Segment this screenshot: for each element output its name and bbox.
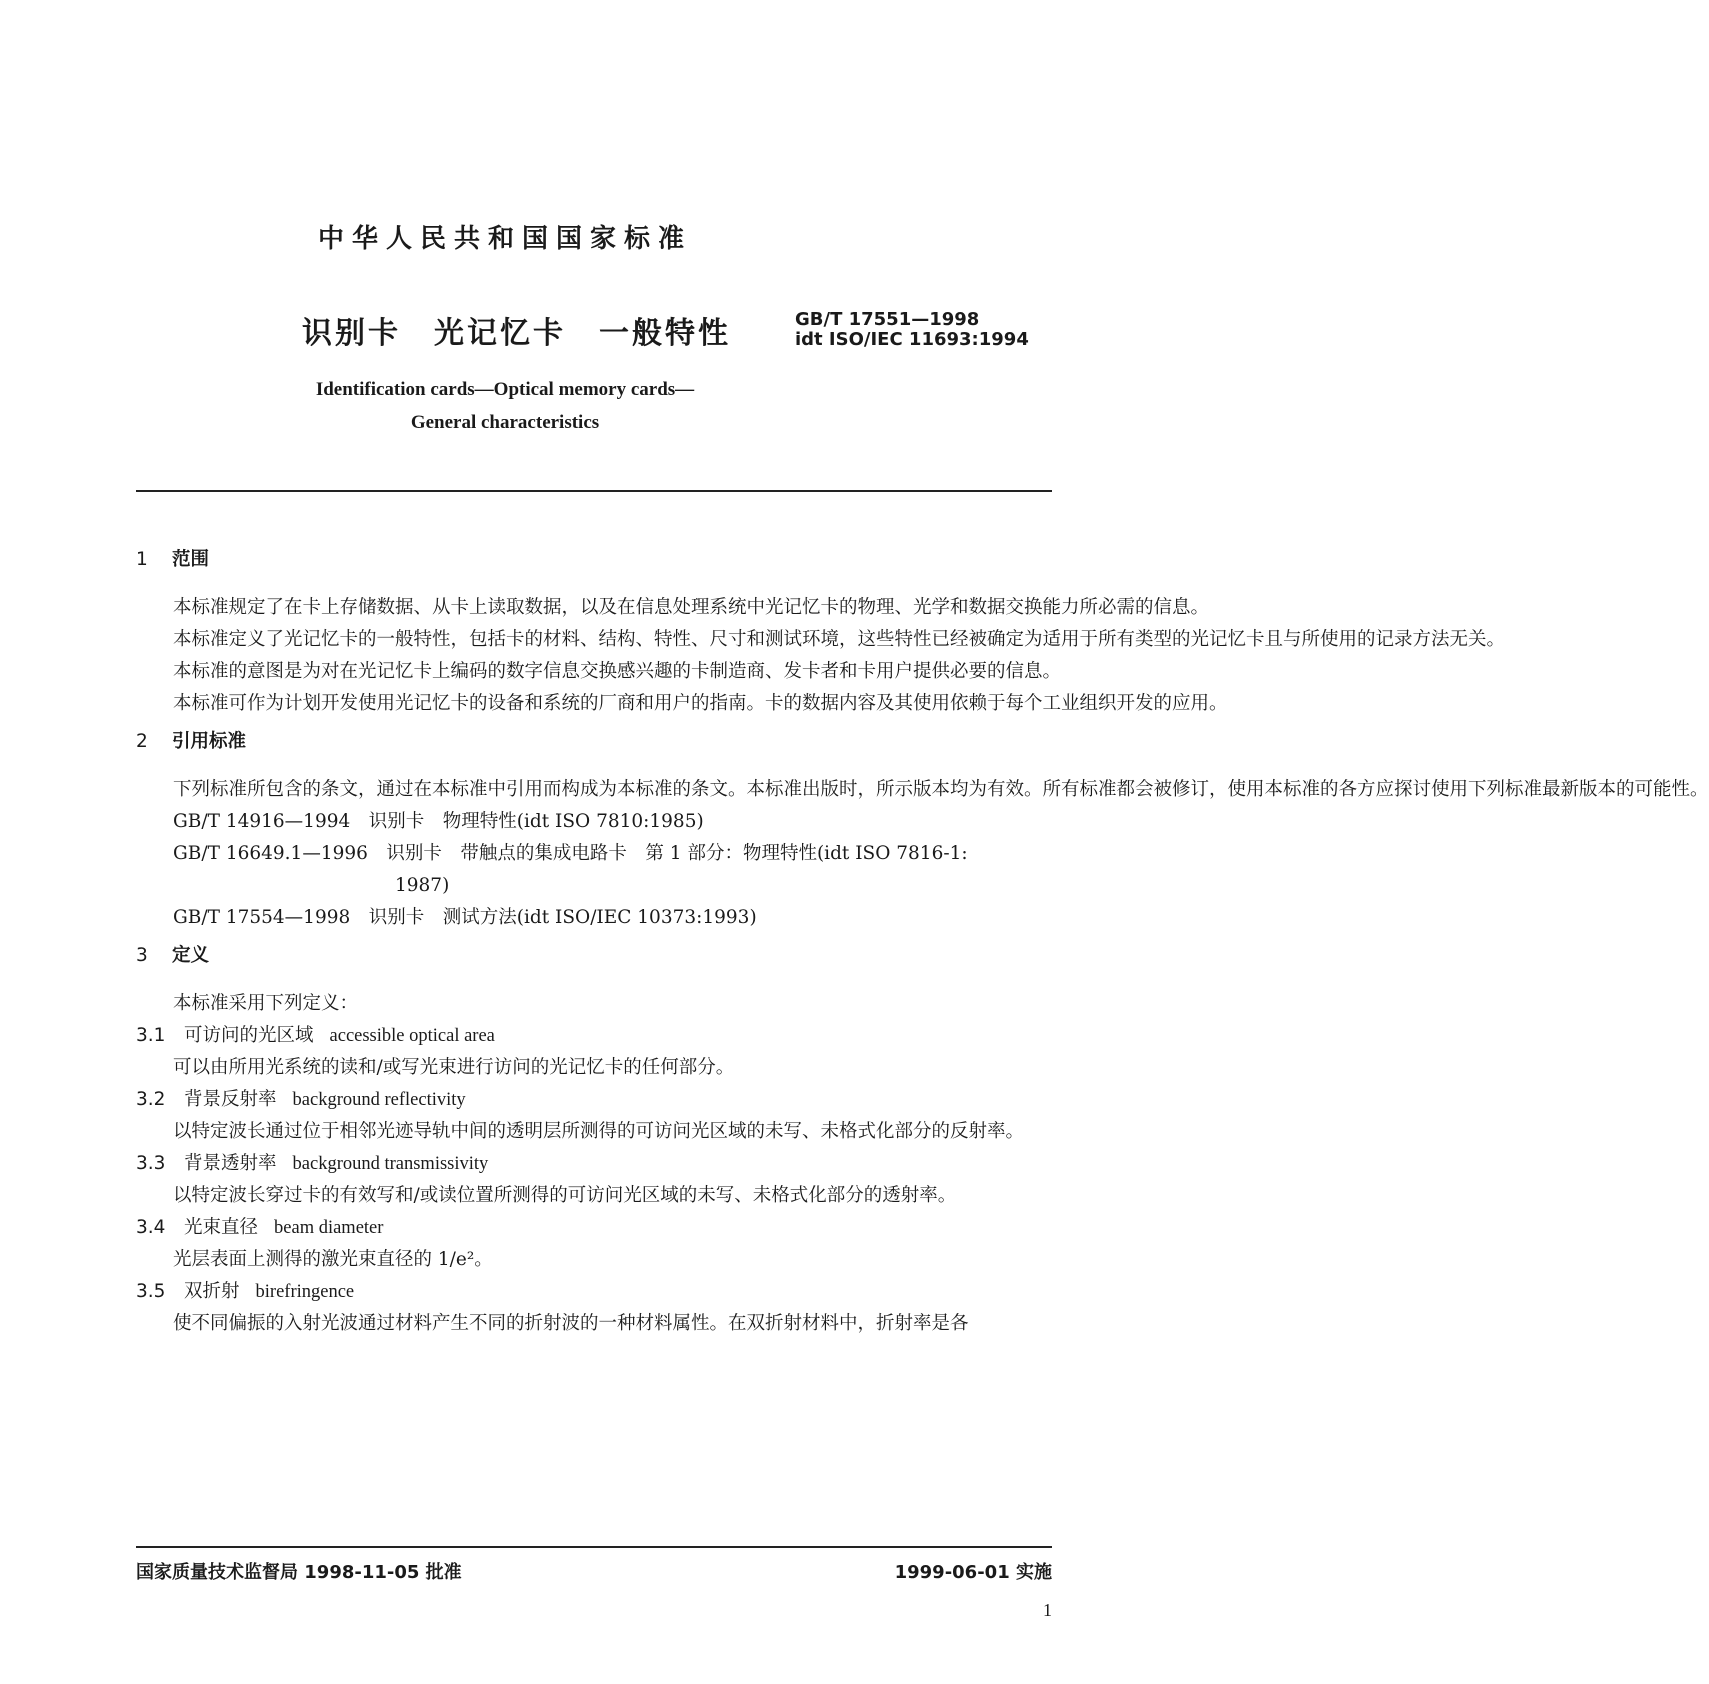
definition-term-en: accessible optical area [329, 1026, 495, 1046]
definition-term-en: background transmissivity [292, 1154, 489, 1174]
section-number: 1 [136, 549, 148, 570]
standard-number-block [795, 310, 1029, 350]
definition-body: 光层表面上测得的激光束直径的 1/e²。 [173, 1249, 493, 1270]
approval-date: 国家质量技术监督局 1998-11-05 批准 [136, 1562, 462, 1583]
definition-heading [136, 1212, 1052, 1244]
definition-heading [136, 1148, 1052, 1180]
definition-number: 3.3 [136, 1153, 166, 1174]
standard-equivalence: idt ISO/IEC 11693:1994 [795, 329, 1029, 350]
nation-standard-heading: 中华人民共和国国家标准 [318, 224, 693, 254]
definition-number: 3.4 [136, 1217, 166, 1238]
title-english [0, 373, 1010, 439]
paragraph: 本标准采用下列定义： [173, 993, 359, 1014]
definition-number: 3.5 [136, 1281, 166, 1302]
definition-term-en: background reflectivity [292, 1090, 466, 1110]
section-number: 2 [136, 731, 148, 752]
paragraph: 本标准规定了在卡上存储数据、从卡上读取数据，以及在信息处理系统中光记忆卡的物理、光学和数据交换能力所必需的信息。 [173, 597, 1210, 618]
definition-heading [136, 1084, 1052, 1116]
definition-term-cn: 背景透射率 [184, 1153, 277, 1174]
definition-term-en: birefringence [255, 1282, 355, 1302]
section-3-heading [136, 940, 1052, 972]
section-title: 范围 [172, 549, 210, 570]
title-chinese: 识别卡 光记忆卡 一般特性 [302, 316, 731, 351]
section-2-heading [136, 726, 1052, 758]
document-body [136, 538, 1709, 1340]
paragraph: 本标准可作为计划开发使用光记忆卡的设备和系统的厂商和用户的指南。卡的数据内容及其使用依赖于每个工业组织开发的应用。 [173, 693, 1228, 714]
paragraph: 本标准的意图是为对在光记忆卡上编码的数字信息交换感兴趣的卡制造商、发卡者和卡用户提供必要的信息。 [173, 661, 1062, 682]
page-number: 1 [1043, 1600, 1052, 1620]
section-title: 定义 [172, 945, 210, 966]
definition-term-en: beam diameter [274, 1218, 384, 1238]
definition-body: 以特定波长穿过卡的有效写和/或读位置所测得的可访问光区域的未写、未格式化部分的透射率。 [173, 1185, 957, 1206]
definition-number: 3.1 [136, 1025, 166, 1046]
section-title: 引用标准 [172, 731, 247, 752]
standard-number: GB/T 17551—1998 [795, 309, 980, 330]
footer-divider [136, 1546, 1052, 1548]
definition-term-cn: 背景反射率 [184, 1089, 277, 1110]
definition-number: 3.2 [136, 1089, 166, 1110]
definition-term-cn: 可访问的光区域 [184, 1025, 314, 1046]
title-english-line2: General characteristics [410, 412, 600, 433]
definition-heading [136, 1020, 1052, 1052]
reference-item: GB/T 16649.1—1996 识别卡 带触点的集成电路卡 第 1 部分：物理特性(idt ISO 7816-1: [173, 843, 968, 864]
title-english-line1: Identification cards—Optical memory cards— [315, 379, 695, 400]
definition-term-cn: 光束直径 [184, 1217, 259, 1238]
header-divider [136, 490, 1052, 492]
paragraph: 本标准定义了光记忆卡的一般特性，包括卡的材料、结构、特性、尺寸和测试环境，这些特性已经被确定为适用于所有类型的光记忆卡且与所使用的记录方法无关。 [173, 629, 1506, 650]
reference-item: GB/T 14916—1994 识别卡 物理特性(idt ISO 7810:1985) [173, 811, 704, 832]
reference-item-continued: 1987) [395, 875, 450, 896]
definition-term-cn: 双折射 [184, 1281, 240, 1302]
definition-body: 以特定波长通过位于相邻光迹导轨中间的透明层所测得的可访问光区域的未写、未格式化部分的反射率。 [173, 1121, 1025, 1142]
implementation-date: 1999-06-01 实施 [894, 1562, 1052, 1583]
definition-heading [136, 1276, 1052, 1308]
definition-body: 可以由所用光系统的读和/或写光束进行访问的光记忆卡的任何部分。 [173, 1057, 735, 1078]
definition-body: 使不同偏振的入射光波通过材料产生不同的折射波的一种材料属性。在双折射材料中，折射率是各 [173, 1313, 969, 1334]
paragraph: 下列标准所包含的条文，通过在本标准中引用而构成为本标准的条文。本标准出版时，所示版本均为有效。所有标准都会被修订，使用本标准的各方应探讨使用下列标准最新版本的可能性。 [173, 779, 1709, 800]
section-number: 3 [136, 945, 148, 966]
reference-item: GB/T 17554—1998 识别卡 测试方法(idt ISO/IEC 10373:1993) [173, 907, 757, 928]
section-1-heading [136, 544, 1052, 576]
